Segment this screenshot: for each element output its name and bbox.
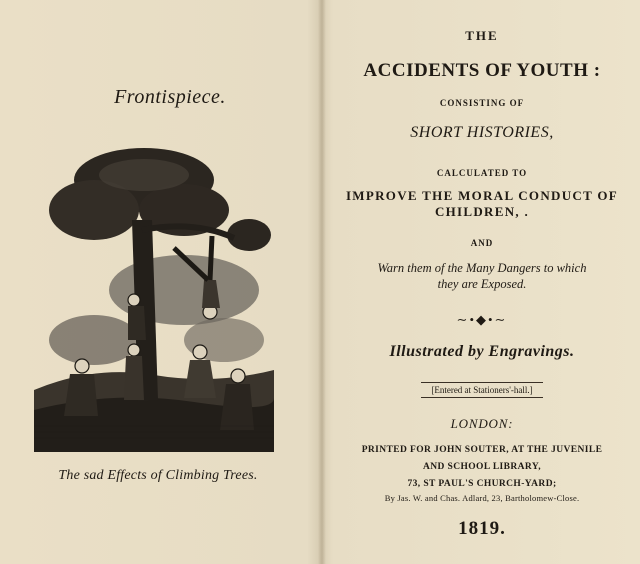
improve-line-1: IMPROVE THE MORAL CONDUCT OF [345, 188, 619, 203]
warn-text [324, 260, 640, 292]
warn-line-1: Warn them of the Many Dangers to which [377, 261, 587, 275]
printed-line-1: PRINTED FOR JOHN SOUTER, AT THE JUVENILE [361, 445, 603, 455]
improve-conduct-text [324, 188, 640, 220]
printer-line: By Jas. W. and Chas. Adlard, 23, Bartholomew-Close. [384, 493, 580, 503]
printed-line-3: 73, ST PAUL'S CHURCH-YARD; [407, 479, 557, 489]
right-page [324, 0, 640, 564]
printed-for-block [324, 442, 640, 493]
frontispiece-heading: Frontispiece. [114, 86, 226, 108]
and-line: AND [470, 238, 494, 248]
printed-line-2: AND SCHOOL LIBRARY, [422, 462, 542, 472]
entered-stationers-hall: [Entered at Stationers'-hall.] [421, 382, 543, 398]
consisting-of-line: CONSISTING OF [439, 98, 525, 108]
improve-line-2: CHILDREN, . [434, 204, 530, 219]
london-line: LONDON: [450, 416, 514, 431]
engraving-caption: The sad Effects of Climbing Trees. [58, 468, 258, 483]
book-title: ACCIDENTS OF YOUTH : [363, 60, 601, 81]
illustrated-by-engravings: Illustrated by Engravings. [389, 343, 575, 360]
short-histories-line: SHORT HISTORIES, [410, 124, 554, 141]
ornament-divider: ∼•◆•∼ [456, 312, 508, 327]
tree-climbing-engraving [34, 140, 274, 452]
publication-year: 1819. [458, 518, 506, 539]
title-article: THE [465, 28, 499, 43]
calculated-to-line: CALCULATED TO [436, 168, 528, 178]
warn-line-2: they are Exposed. [437, 277, 527, 291]
